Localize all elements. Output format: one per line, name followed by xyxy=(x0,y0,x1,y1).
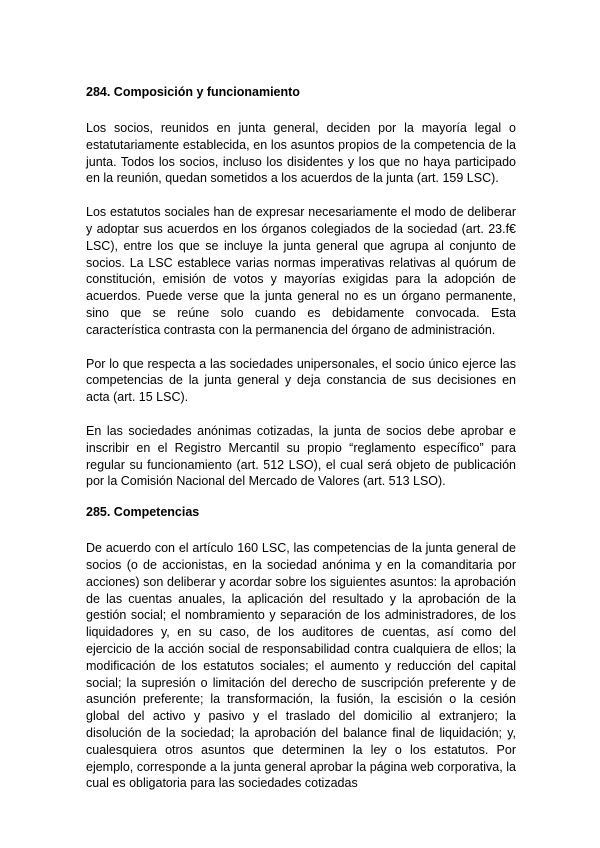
paragraph: Los estatutos sociales han de expresar necesariamente el modo de deliberar y adoptar sus acuerdos en los órganos colegiados de la sociedad (art. 23.f€ LSC), entre los que se incluye la junta general que agrupa al conjunto de socios. La LSC establece varias normas imperativas relativas al quórum de constitución, emisión de votos y mayorías exigidas para la adopción de acuerdos. Puede verse que la junta general no es un órgano permanente, sino que se reúne solo cuando es debidamente convocada. Esta característica contrasta con la permanencia del órgano de administración. xyxy=(86,205,516,337)
paragraph: Por lo que respecta a las sociedades unipersonales, el socio único ejerce las competencias de la junta general y deja constancia de sus decisiones en acta (art. 15 LSC). xyxy=(86,356,516,405)
section-heading: 284. Composición y funcionamiento xyxy=(86,85,300,99)
section-285 xyxy=(86,504,516,792)
section-284 xyxy=(86,84,516,490)
document-page xyxy=(86,84,516,809)
paragraph: Los socios, reunidos en junta general, deciden por la mayoría legal o estatutariamente establecida, en los asuntos propios de la competencia de la junta. Todos los socios, incluso los disidentes y los que no haya participado en la reunión, quedan sometidos a los acuerdos de la junta (art. 159 LSC). xyxy=(86,121,516,186)
paragraph: De acuerdo con el artículo 160 LSC, las competencias de la junta general de socios (o de accionistas, en la sociedad anónima y en la comanditaria por acciones) son deliberar y acordar sobre los siguientes asuntos: la aprobación de las cuentas anuales, la aplicación del resultado y la aprobación de la gestión social; el nombramiento y separación de los administradores, de los liquidadores y, en su caso, de los auditores de cuentas, así como del ejercicio de la acción social de responsabilidad contra cualquiera de ellos; la modificación de los estatutos sociales; el aumento y reducción del capital social; la supresión o limitación del derecho de suscripción preferente y de asunción preferente; la transformación, la fusión, la escisión o la cesión global del activo y pasivo y el traslado del domicilio al extranjero; la disolución de la sociedad; la aprobación del balance final de liquidación; y, cualesquiera otros asuntos que determinen la ley o los estatutos. Por ejemplo, corresponde a la junta general aprobar la página web corporativa, la cual es obligatoria para las sociedades cotizadas xyxy=(86,541,516,791)
paragraph: En las sociedades anónimas cotizadas, la junta de socios debe aprobar e inscribir en el Registro Mercantil su propio “reglamento específico” para regular su funcionamiento (art. 512 LSO), el cual será objeto de publicación por la Comisión Nacional del Mercado de Valores (art. 513 LSO). xyxy=(86,423,516,489)
section-heading: 285. Competencias xyxy=(86,505,200,520)
